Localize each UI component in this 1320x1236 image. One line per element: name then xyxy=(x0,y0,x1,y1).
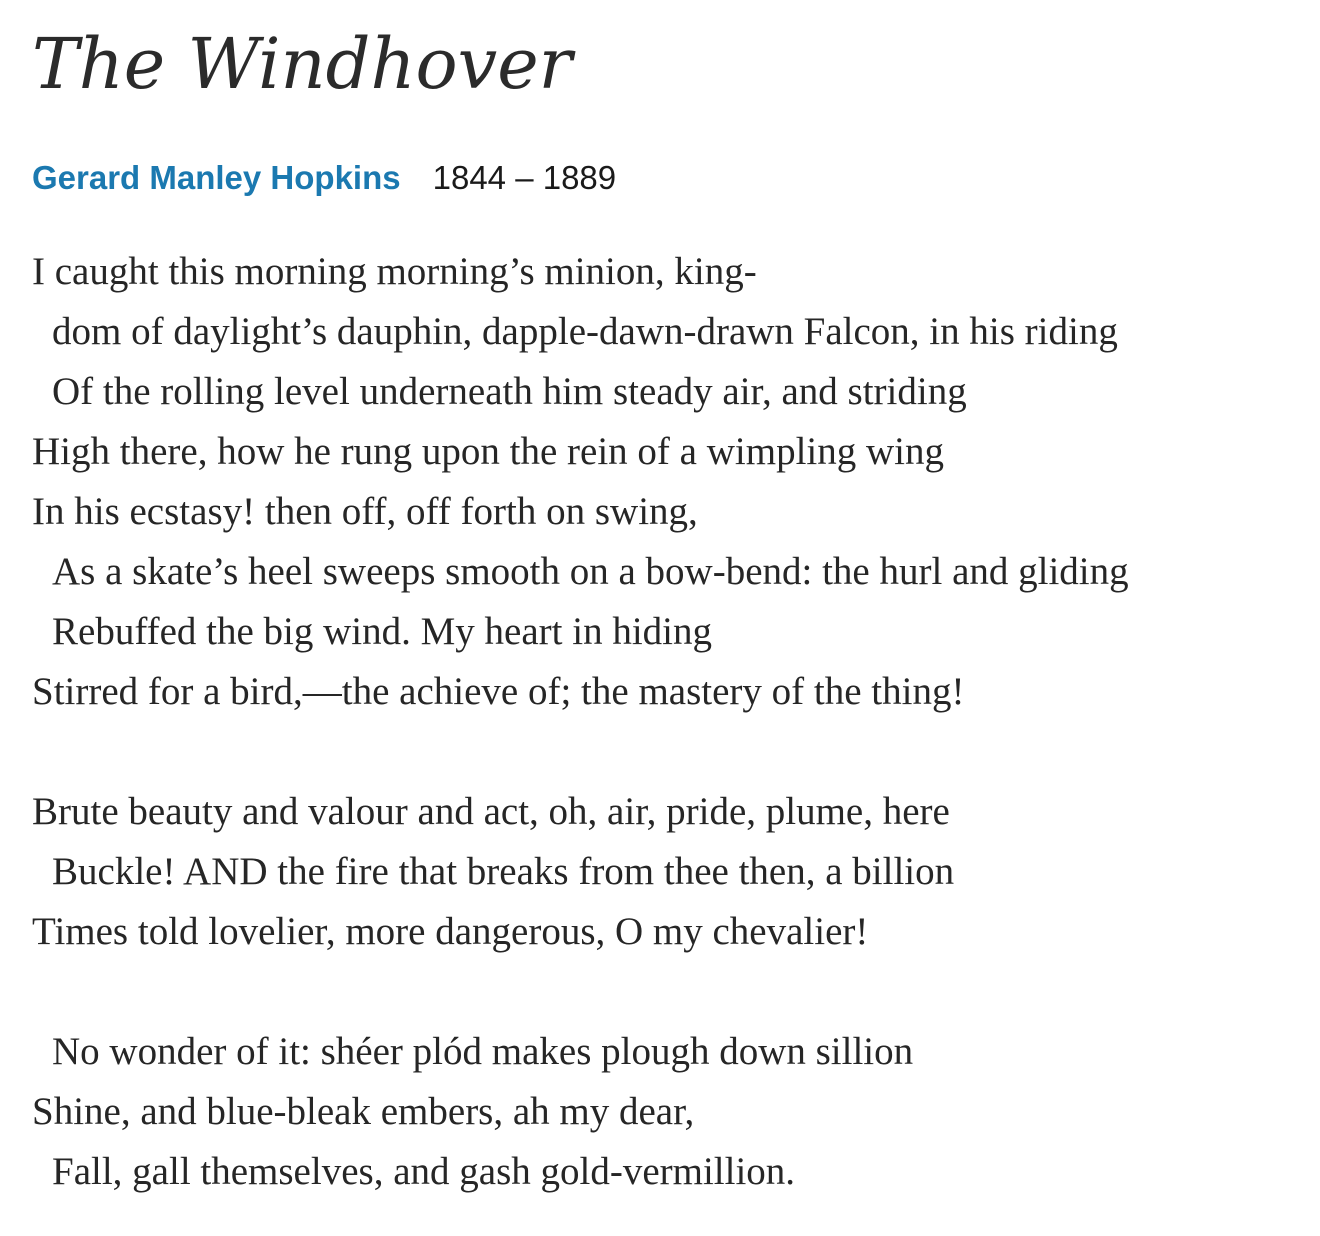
poem-line: dom of daylight’s dauphin, dapple-dawn-drawn Falcon, in his riding xyxy=(52,310,1118,353)
poem-line: Rebuffed the big wind. My heart in hiding xyxy=(52,610,713,653)
poem-line: I caught this morning morning’s minion, king- xyxy=(32,250,757,293)
poem-line: Stirred for a bird,—the achieve of; the mastery of the thing! xyxy=(32,670,965,713)
poem-line: As a skate’s heel sweeps smooth on a bow-bend: the hurl and gliding xyxy=(52,550,1129,593)
author-link[interactable]: Gerard Manley Hopkins xyxy=(32,159,401,196)
poem-line: No wonder of it: shéer plód makes plough down sillion xyxy=(52,1030,914,1073)
poem-line: Times told lovelier, more dangerous, O my chevalier! xyxy=(32,910,869,953)
stanza-break xyxy=(32,722,1302,782)
stanza-break xyxy=(32,962,1302,1022)
stanza-3 xyxy=(32,1022,1302,1202)
byline xyxy=(32,156,616,200)
stanza-1 xyxy=(32,242,1302,722)
poem-line: Buckle! AND the fire that breaks from thee then, a billion xyxy=(52,850,955,893)
poem-title: The Windhover xyxy=(32,23,573,105)
author-dates: 1844 – 1889 xyxy=(432,159,617,196)
poem-line: In his ecstasy! then off, off forth on swing, xyxy=(32,490,698,533)
poem-line: Fall, gall themselves, and gash gold-vermillion. xyxy=(52,1150,796,1193)
poem-line: High there, how he rung upon the rein of a wimpling wing xyxy=(32,430,944,473)
poem-line: Shine, and blue-bleak embers, ah my dear, xyxy=(32,1090,695,1133)
poem-line: Of the rolling level underneath him steady air, and striding xyxy=(52,370,967,413)
stanza-2 xyxy=(32,782,1302,962)
poem-body xyxy=(32,242,1302,1202)
poem-line: Brute beauty and valour and act, oh, air, pride, plume, here xyxy=(32,790,950,833)
